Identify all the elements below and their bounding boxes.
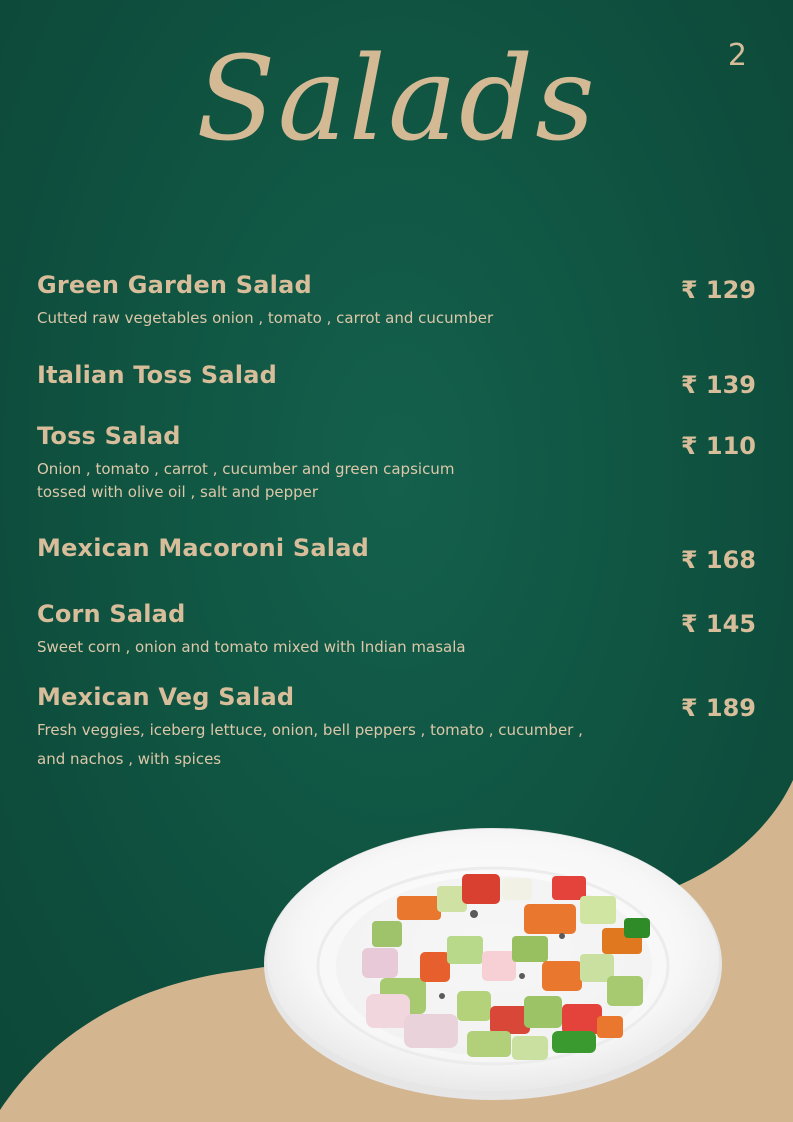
item-name: Corn Salad (37, 600, 186, 628)
item-description-line: Fresh veggies, iceberg lettuce, onion, bell peppers , tomato , cucumber , (37, 721, 583, 739)
item-name: Green Garden Salad (37, 271, 312, 299)
menu-item (37, 422, 756, 504)
item-description (37, 458, 756, 504)
page-number: 2 (727, 38, 747, 73)
item-price: ₹ 110 (680, 432, 756, 460)
item-name: Mexican Veg Salad (37, 683, 295, 711)
page-title: Salads (196, 32, 597, 167)
item-name: Mexican Macoroni Salad (37, 534, 369, 562)
menu-item (37, 361, 756, 389)
item-description: Cutted raw vegetables onion , tomato , carrot and cucumber (37, 309, 494, 327)
item-description-line: Onion , tomato , carrot , cucumber and green capsicum (37, 460, 455, 478)
item-price: ₹ 129 (680, 276, 756, 304)
menu-item (37, 534, 756, 562)
item-description-line: tossed with olive oil , salt and pepper (37, 483, 319, 501)
item-name: Toss Salad (37, 422, 181, 450)
menu-item (37, 271, 756, 330)
menu-item (37, 600, 756, 659)
item-description: Sweet corn , onion and tomato mixed with Indian masala (37, 638, 466, 656)
item-name: Italian Toss Salad (37, 361, 277, 389)
item-price: ₹ 139 (680, 371, 756, 399)
item-description-line: and nachos , with spices (37, 750, 222, 768)
menu-item (37, 683, 756, 774)
salad-plate-image (262, 826, 724, 1102)
item-price: ₹ 145 (680, 610, 756, 638)
item-description (37, 716, 756, 774)
item-price: ₹ 189 (680, 694, 756, 722)
item-price: ₹ 168 (680, 546, 756, 574)
